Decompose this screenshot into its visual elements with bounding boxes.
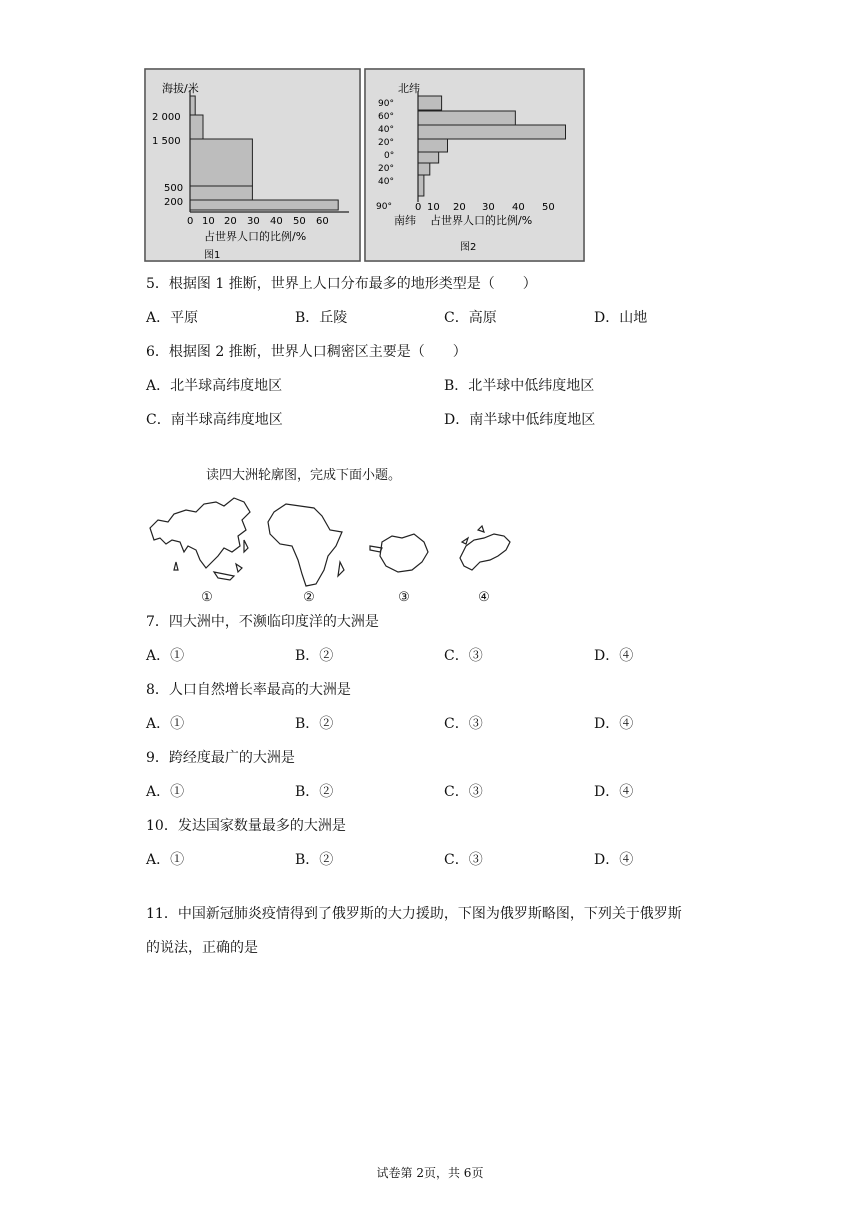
f2-y-tick: 40°: [378, 125, 394, 135]
q9-option-a[interactable]: A．①: [146, 784, 185, 800]
q5-option-c[interactable]: C．高原: [444, 310, 497, 326]
f2-bar-0: [418, 96, 442, 110]
f1-x-tick: 50: [293, 216, 306, 227]
f1-x-title: 占世界人口的比例/%: [204, 230, 307, 243]
continent-label-1: ①: [201, 590, 213, 605]
f2-top-label: 北纬: [398, 82, 420, 95]
q10-option-b[interactable]: B．②: [295, 852, 334, 868]
q8-option-a[interactable]: A．①: [146, 716, 185, 732]
f1-x-tick: 40: [270, 216, 283, 227]
f2-bar-3: [418, 139, 448, 152]
f2-y-tick: 20°: [378, 138, 394, 148]
f2-y-tick: 0°: [384, 151, 395, 161]
q10-stem: 10．发达国家数量最多的大洲是: [146, 818, 346, 834]
q5-option-b[interactable]: B．丘陵: [295, 310, 348, 326]
f1-y-tick: 1 500: [152, 136, 181, 147]
continent-outlines-svg: [144, 490, 524, 590]
continent-label-3: ③: [398, 590, 410, 605]
q7-option-b[interactable]: B．②: [295, 648, 334, 664]
f2-bar-6: [418, 175, 424, 196]
f1-bar-3: [190, 115, 203, 139]
antarctica-outline: [380, 534, 428, 572]
f1-x-tick: 20: [224, 216, 237, 227]
f2-x-tick: 40: [512, 202, 525, 213]
f1-y-tick: 200: [164, 197, 184, 208]
q9-option-b[interactable]: B．②: [295, 784, 334, 800]
f2-y-tick: 40°: [378, 177, 394, 187]
continent-intro: 读四大洲轮廓图，完成下面小题。: [206, 468, 402, 483]
q11-stem-line2: 的说法，正确的是: [146, 940, 258, 956]
f2-x-tick: 0: [415, 202, 422, 213]
f2-bottom-left: 南纬: [394, 214, 416, 227]
f1-x-tick: 30: [247, 216, 260, 227]
q8-option-b[interactable]: B．②: [295, 716, 334, 732]
figure-1-altitude-chart: [144, 68, 361, 262]
f2-bar-2: [418, 125, 566, 139]
f2-x-title: 占世界人口的比例/%: [430, 214, 533, 227]
f1-y-title: 海拔/米: [162, 82, 199, 95]
f1-bar-4: [190, 96, 195, 115]
f2-bar-4: [418, 152, 439, 163]
f1-y-tick: 500: [164, 183, 184, 194]
f2-y-tick: 90°: [376, 202, 392, 212]
f2-y-tick: 90°: [378, 99, 394, 109]
q10-option-c[interactable]: C．③: [444, 852, 483, 868]
q10-option-a[interactable]: A．①: [146, 852, 185, 868]
q7-option-c[interactable]: C．③: [444, 648, 483, 664]
q8-option-d[interactable]: D．④: [594, 716, 634, 732]
f2-x-tick: 20: [453, 202, 466, 213]
f2-x-tick: 10: [427, 202, 440, 213]
f2-y-tick: 20°: [378, 164, 394, 174]
f2-x-tick: 30: [482, 202, 495, 213]
continent-label-4: ④: [478, 590, 490, 605]
q10-option-d[interactable]: D．④: [594, 852, 634, 868]
q7-stem: 7．四大洲中，不濒临印度洋的大洲是: [146, 614, 379, 630]
f1-y-tick: 2 000: [152, 112, 181, 123]
figure-2-latitude-chart: [364, 68, 585, 262]
q9-stem: 9．跨经度最广的大洲是: [146, 750, 295, 766]
f2-caption: 图2: [460, 242, 477, 253]
africa-outline: [268, 504, 342, 586]
f2-x-tick: 50: [542, 202, 555, 213]
figure-2-svg: [364, 68, 585, 262]
q11-stem-line1: 11．中国新冠肺炎疫情得到了俄罗斯的大力援助，下图为俄罗斯略图，下列关于俄罗斯: [146, 906, 682, 922]
f1-x-tick: 10: [202, 216, 215, 227]
q5-option-d[interactable]: D．山地: [594, 310, 648, 326]
asia-outline: [150, 498, 250, 568]
q6-option-b[interactable]: B．北半球中低纬度地区: [444, 378, 595, 394]
f1-x-tick: 0: [187, 216, 194, 227]
q6-option-d[interactable]: D．南半球中低纬度地区: [444, 412, 596, 428]
f1-x-tick: 60: [316, 216, 329, 227]
f1-caption: 图1: [204, 250, 221, 261]
q7-option-d[interactable]: D．④: [594, 648, 634, 664]
f2-y-tick: 60°: [378, 112, 394, 122]
f2-bar-5: [418, 163, 430, 175]
figure-1-svg: [144, 68, 361, 262]
q9-option-d[interactable]: D．④: [594, 784, 634, 800]
f2-bar-1: [418, 111, 515, 125]
q6-stem: 6．根据图 2 推断，世界人口稠密区主要是（ ）: [146, 344, 467, 360]
q8-stem: 8．人口自然增长率最高的大洲是: [146, 682, 351, 698]
continent-label-2: ②: [303, 590, 315, 605]
q6-option-c[interactable]: C．南半球高纬度地区: [146, 412, 283, 428]
q6-option-a[interactable]: A．北半球高纬度地区: [146, 378, 283, 394]
q5-stem: 5．根据图 1 推断，世界上人口分布最多的地形类型是（ ）: [146, 276, 537, 292]
page-footer: 试卷第 2页，共 6页: [376, 1166, 484, 1180]
q8-option-c[interactable]: C．③: [444, 716, 483, 732]
f1-bar-2: [190, 139, 252, 186]
f1-bar-1: [190, 186, 252, 200]
q5-option-a[interactable]: A．平原: [146, 310, 199, 326]
q7-option-a[interactable]: A．①: [146, 648, 185, 664]
f1-bar-0: [190, 200, 338, 210]
q9-option-c[interactable]: C．③: [444, 784, 483, 800]
